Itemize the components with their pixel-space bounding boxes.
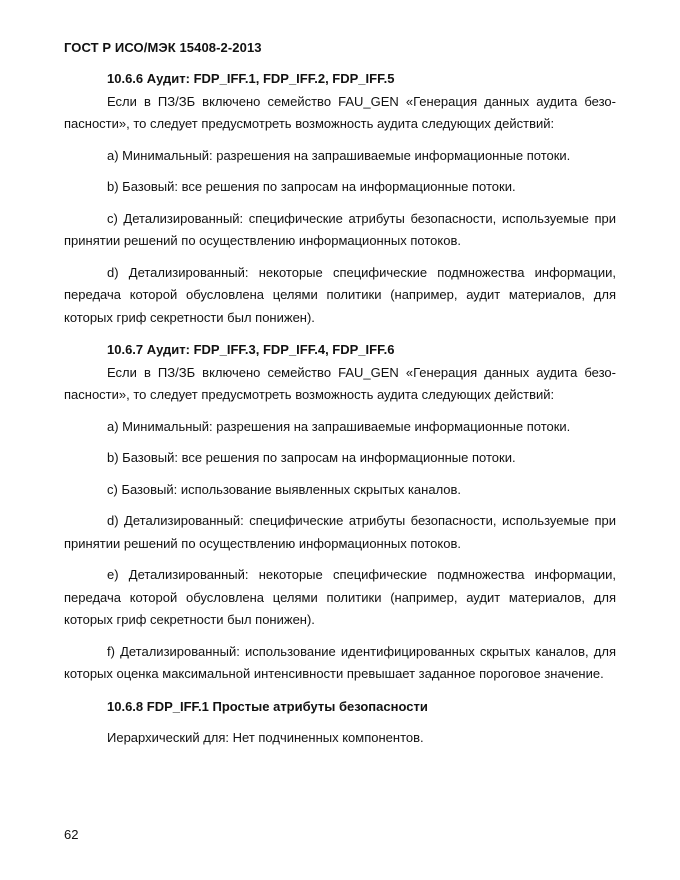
list-item: b) Базовый: все решения по запросам на информационные потоки. (107, 179, 516, 194)
list-item: c) Детализированный: специфические атрибуты безопасности, используемые при принятии решений по осуществлению информационных потоков. (64, 210, 616, 248)
list-item: d) Детализированный: специфические атрибуты безопасности, используемые при принятии решений по осуществлению информационных потоков. (64, 513, 616, 551)
section-heading-10-6-7: 10.6.7 Аудит: FDP_IFF.3, FDP_IFF.4, FDP_IFF.6 (107, 342, 395, 357)
list-item: c) Базовый: использование выявленных скрытых каналов. (107, 481, 462, 497)
section-heading-10-6-8: 10.6.8 FDP_IFF.1 Простые атрибуты безопасности (107, 698, 428, 714)
list-item: а) Минимальный: разрешения на запрашиваемые информационные потоки. (107, 147, 571, 163)
list-item: e) Детализированный: некоторые специфические подмножества информации, передача которой обусловлена целями политики (например, аудит материалов, для которых гриф секретности был понижен). (64, 567, 616, 627)
document-body (64, 68, 616, 750)
page-number: 62 (64, 827, 79, 842)
section-heading-10-6-6: 10.6.6 Аудит: FDP_IFF.1, FDP_IFF.2, FDP_IFF.5 (107, 71, 395, 86)
list-item: d) Детализированный: некоторые специфические подмножества информации, передача которой обусловлена целями политики (например, аудит материалов, для которых гриф секретности был понижен). (64, 264, 616, 325)
section-text: Иерархический для: Нет подчиненных компонентов. (107, 730, 424, 745)
list-item: а) Минимальный: разрешения на запрашиваемые информационные потоки. (107, 418, 571, 434)
document-header: ГОСТ Р ИСО/МЭК 15408-2-2013 (64, 40, 262, 55)
list-item: b) Базовый: все решения по запросам на информационные потоки. (107, 450, 516, 465)
list-item: f) Детализированный: использование идентифицированных скрытых каналов, для которых оценка максимальной интенсивности превышает заданное пороговое значение. (64, 643, 616, 681)
section-intro: Если в ПЗ/ЗБ включено семейство FAU_GEN «Генерация данных аудита безо-пасности», то следует предусмотреть возможность аудита следующих действий: (64, 364, 616, 402)
section-intro: Если в ПЗ/ЗБ включено семейство FAU_GEN «Генерация данных аудита безо-пасности», то следует предусмотреть возможность аудита следующих действий: (64, 93, 616, 131)
